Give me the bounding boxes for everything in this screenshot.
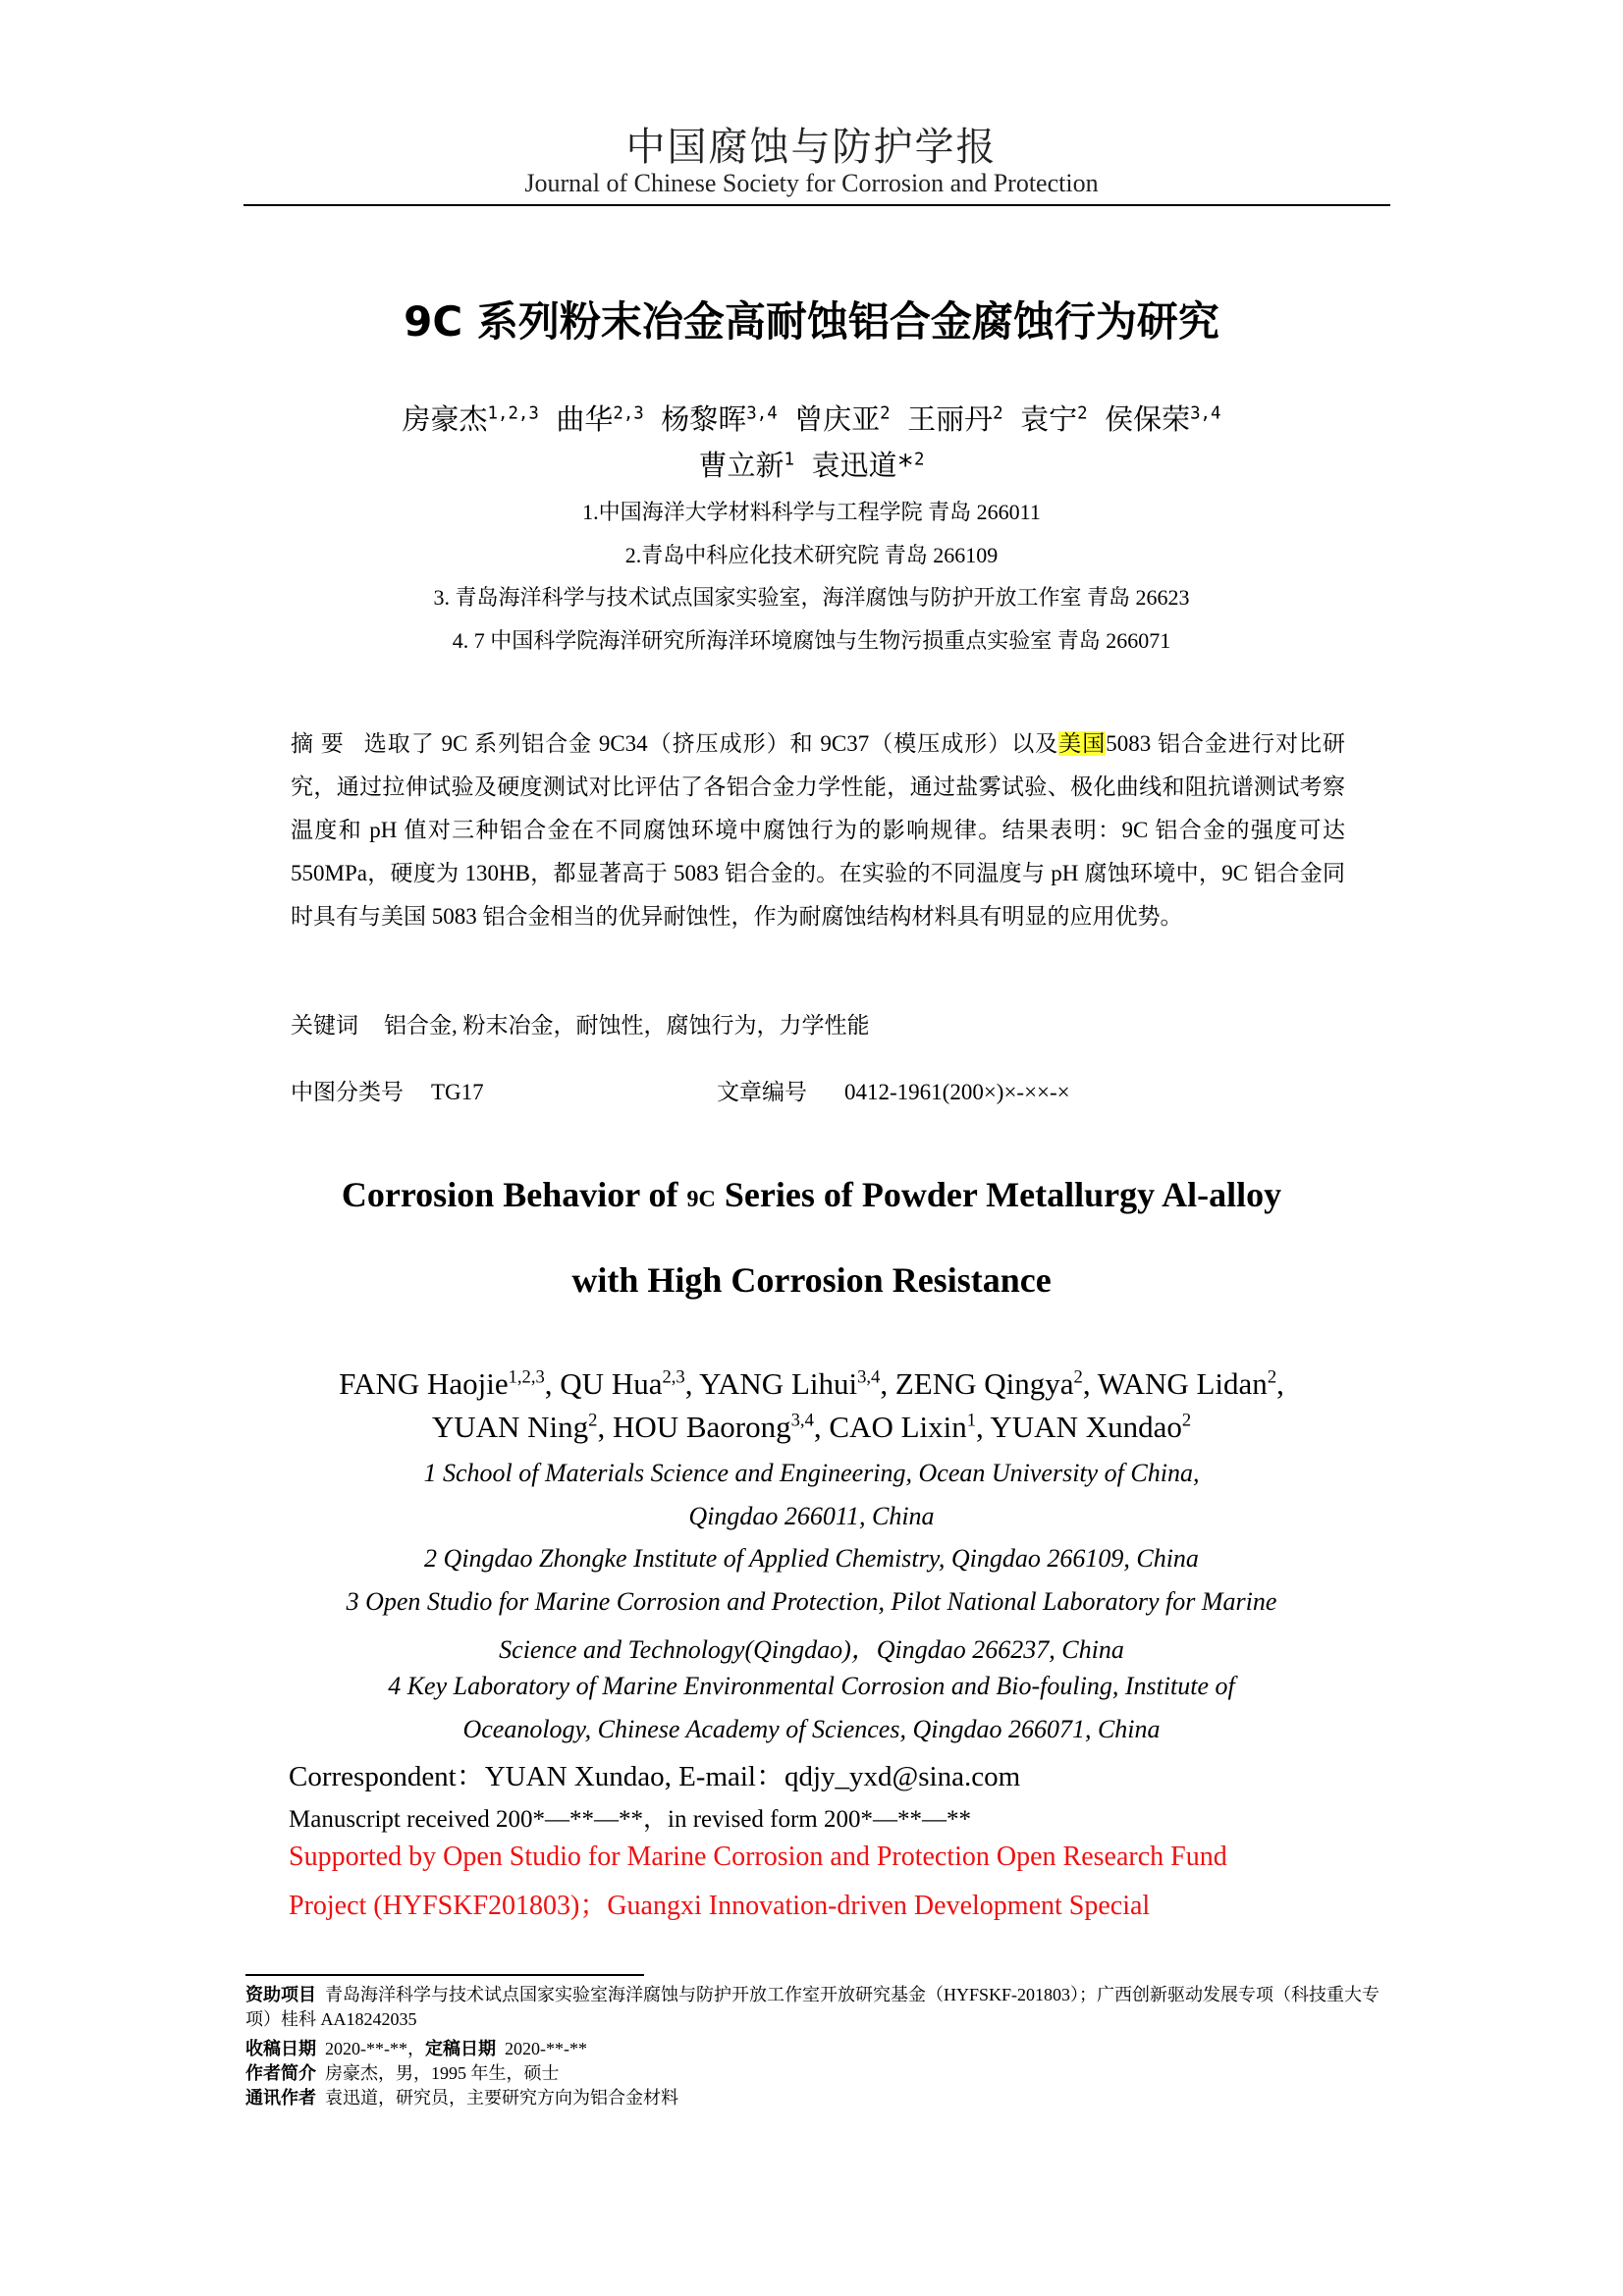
footnote-corr-label: 通讯作者 [245, 2088, 316, 2108]
article-title-cn: 9C 系列粉末冶金高耐蚀铝合金腐蚀行为研究 [404, 297, 1219, 346]
abstract-highlight: 美国 [1058, 731, 1107, 756]
footnote-received-label: 收稿日期 [245, 2039, 316, 2058]
author-en: HOU Baorong$^{3,4}$, [612, 1410, 830, 1444]
author-cn: 房豪杰$^{1,2,3}$ [402, 402, 539, 436]
funding-line1: Supported by Open Studio for Marine Corrosion and Protection Open Research Fund [289, 1842, 1227, 1872]
author-cn: 侯保荣$^{3,4}$ [1105, 402, 1221, 436]
footnote-finalized-label: 定稿日期 [425, 2039, 496, 2058]
author-cn: 曲华$^{2,3}$ [556, 402, 644, 436]
keywords-value: 铝合金, 粉末冶金，耐蚀性，腐蚀行为，力学性能 [384, 1013, 870, 1038]
authors-en-line1 [0, 1366, 1623, 1402]
correspondent: Correspondent：YUAN Xundao, E-mail：qdjy_yxd@sina.com [289, 1761, 1021, 1792]
header-rule [243, 204, 1390, 206]
author-cn: 曾庆亚$^2$ [794, 402, 891, 436]
footnote-fund [245, 1983, 1390, 2032]
keywords-row [291, 1007, 870, 1040]
authors-cn-line2 [0, 444, 1623, 484]
footnote-fund-text: 青岛海洋科学与技术试点国家实验室海洋腐蚀与防护开放工作室开放研究基金（HYFSKF-201803）；广西创新驱动发展专项（科技重大专项）桂科 AA18242035 [245, 1985, 1380, 2029]
journal-title-cn: 中国腐蚀与防护学报 [625, 125, 998, 169]
article-title-en-line2: with High Corrosion Resistance [571, 1260, 1052, 1300]
footnote-corr-value: 袁迅道，研究员，主要研究方向为铝合金材料 [325, 2088, 678, 2108]
author-cn: 王丽丹$^2$ [907, 402, 1003, 436]
author-cn: 曹立新$^1$ [698, 449, 795, 482]
abstract-label: 摘 要 [291, 731, 345, 756]
journal-title-en: Journal of Chinese Society for Corrosion and Protection [524, 169, 1099, 197]
footnote-finalized-value: 2020-**-** [505, 2039, 587, 2058]
affiliation-cn-3: 3. 青岛海洋科学与技术试点国家实验室，海洋腐蚀与防护开放工作室 青岛 26623 [433, 585, 1190, 610]
affiliation-en-1b: Qingdao 266011, China [688, 1502, 935, 1530]
footnote-author [245, 2061, 1390, 2086]
author-en: WANG Lidan$^2$, [1097, 1366, 1284, 1401]
footnote-fund-label: 资助项目 [245, 1985, 316, 2004]
author-en: ZENG Qingya$^2$, [894, 1366, 1098, 1401]
authors-en-line2 [0, 1410, 1623, 1445]
affiliation-cn-1: 1.中国海洋大学材料科学与工程学院 青岛 266011 [582, 500, 1041, 524]
author-cn: 袁宁$^2$ [1020, 402, 1088, 436]
author-en: QU Hua$^{2,3}$, [560, 1366, 700, 1401]
clc-value: TG17 [431, 1080, 484, 1104]
affiliation-en-3a: 3 Open Studio for Marine Corrosion and Protection, Pilot National Laboratory for Marine [346, 1587, 1277, 1616]
affiliation-en-2: 2 Qingdao Zhongke Institute of Applied Chemistry, Qingdao 266109, China [424, 1544, 1199, 1573]
affiliation-cn-2: 2.青岛中科应化技术研究院 青岛 266109 [624, 543, 999, 567]
abstract-text-pre: 选取了 9C 系列铝合金 9C34（挤压成形）和 9C37（模压成形）以及 [363, 731, 1059, 756]
abstract-text-post: 5083 铝合金进行对比研究，通过拉伸试验及硬度测试对比评估了各铝合金力学性能，通过盐雾试验、极化曲线和阻抗谱测试考察温度和 pH 值对三种铝合金在不同腐蚀环境中腐蚀行为的影响规律。结果表明：9C 铝合金的强度可达 550MPa，硬度为 130HB，都显著高于 5083 铝合金的。在实验的不同温度与 pH 腐蚀环境中，9C 铝合金同时具有与美国 5083 铝合金相当的优异耐蚀性，作为耐腐蚀结构材料具有明显的应用优势。 [291, 731, 1346, 929]
affiliation-en-3b: Science and Technology(Qingdao)，Qingdao 266237, China [499, 1635, 1124, 1664]
keywords-label: 关键词 [291, 1013, 358, 1038]
footnote-corresponding [245, 2086, 1390, 2110]
affiliation-en-1a: 1 School of Materials Science and Engineering, Ocean University of China, [423, 1459, 1200, 1487]
authors-cn-line1 [0, 398, 1623, 438]
author-cn: 袁迅道*$^2$ [811, 449, 925, 482]
affiliation-en-4b: Oceanology, Chinese Academy of Sciences, Qingdao 266071, China [462, 1715, 1161, 1743]
author-en: CAO Lixin$^1$, [829, 1410, 991, 1444]
author-en: FANG Haojie$^{1,2,3}$, [339, 1366, 561, 1401]
affiliation-cn-4: 4. 7 中国科学院海洋研究所海洋环境腐蚀与生物污损重点实验室 青岛 266071 [452, 628, 1171, 653]
article-title-en-line1: Corrosion Behavior of 9C Series of Powder Metallurgy Al-alloy [341, 1175, 1282, 1214]
footnote-author-value: 房豪杰，男，1995 年生，硕士 [325, 2063, 560, 2083]
article-number-value: 0412-1961(200×)×-××-× [844, 1080, 1070, 1104]
clc-row [291, 1074, 484, 1106]
author-en: YANG Lihui$^{3,4}$, [699, 1366, 895, 1401]
footnote-author-label: 作者简介 [245, 2063, 316, 2083]
author-en: YUAN Xundao$^2$ [990, 1410, 1192, 1444]
article-number-row [717, 1074, 1070, 1106]
footnote-received-value: 2020-**-**， [325, 2039, 425, 2058]
abstract [291, 722, 1345, 938]
author-en: YUAN Ning$^2$, [431, 1410, 613, 1444]
funding-line2: Project (HYFSKF201803)；Guangxi Innovation-driven Development Special [289, 1891, 1151, 1921]
article-number-label: 文章编号 [717, 1080, 807, 1104]
affiliation-en-4a: 4 Key Laboratory of Marine Environmental Corrosion and Bio-fouling, Institute of [388, 1672, 1235, 1700]
footnote-rule [245, 1974, 644, 1976]
footnote-dates [245, 2037, 1390, 2061]
clc-label: 中图分类号 [291, 1080, 404, 1104]
manuscript-dates: Manuscript received 200*—**—**，in revised form 200*—**—** [289, 1806, 972, 1833]
author-cn: 杨黎晖$^{3,4}$ [661, 402, 778, 436]
